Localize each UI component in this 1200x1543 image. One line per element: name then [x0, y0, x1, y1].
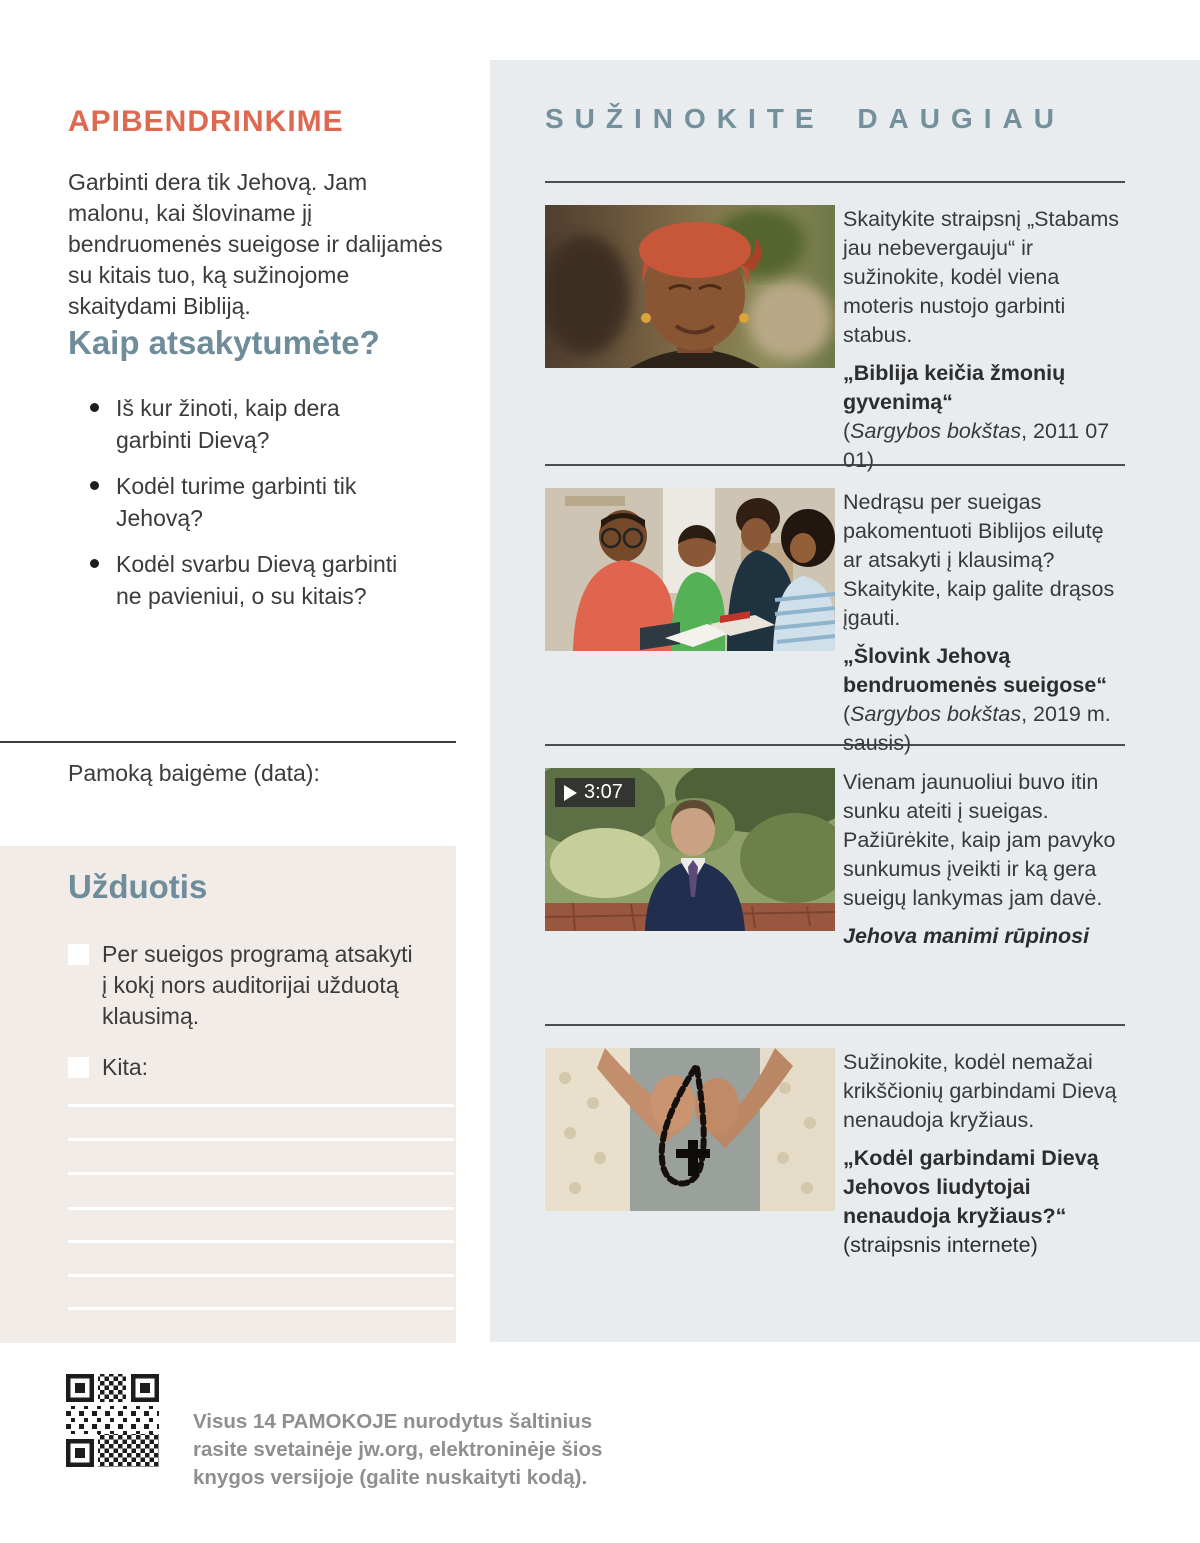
bullet-icon [90, 481, 99, 490]
assignment-option [68, 1052, 413, 1083]
section-title: „Kodėl garbindami Dievą Jehovos liudytojai nenaudoja kryžiaus?“ (straipsnis internete) [843, 1146, 1099, 1257]
learn-more-section [545, 205, 1130, 475]
question-item: Kodėl svarbu Dievą garbinti ne pavieniui, o su kitais? [90, 548, 400, 612]
write-in-line[interactable] [68, 1307, 454, 1310]
section-description: Sužinokite, kodėl nemažai krikščionių garbindami Dievą nenaudoja kryžiaus. [843, 1050, 1117, 1132]
video-duration-badge [555, 778, 635, 807]
photo-older-woman-orange-headwrap [545, 205, 835, 368]
lesson-date-label: Pamoką baigėme (data): [68, 760, 320, 786]
section-source: (Sargybos bokštas, 2019 m. sausis) [843, 702, 1111, 755]
video-thumbnail-young-man-in-suit [545, 768, 835, 931]
play-icon [564, 785, 577, 801]
photo-family-studying-together [545, 488, 835, 651]
assignment-option-label: Per sueigos programą atsakyti į kokį nors auditorijai užduotą klausimą. [102, 941, 413, 1029]
video-duration: 3:07 [584, 781, 623, 803]
learn-more-section [545, 768, 1130, 951]
divider [545, 181, 1125, 183]
photo-hands-holding-rosary-cross [545, 1048, 835, 1211]
write-in-line[interactable] [68, 1138, 454, 1141]
write-in-line[interactable] [68, 1207, 454, 1210]
learn-more-panel [490, 60, 1200, 1342]
bullet-icon [90, 403, 99, 412]
learn-more-section [545, 1048, 1130, 1260]
section-description: Nedrąsu per sueigas pakomentuoti Biblijos eilutę ar atsakyti į klausimą? Skaitykite, kaip galite drąsos įgauti. [843, 490, 1115, 630]
section-title: „Biblija keičia žmonių gyvenimą“ [843, 361, 1066, 414]
divider [545, 1024, 1125, 1026]
assignment-heading: Užduotis [68, 868, 208, 905]
checkbox[interactable] [68, 1057, 89, 1078]
section-source: (Sargybos bokštas, 2011 07 01) [843, 419, 1110, 472]
divider [0, 741, 456, 743]
section-description: Vienam jaunuoliui buvo itin sunku ateiti į sueigas. Pažiūrėkite, kaip jam pavyko sunkumus įveikti ir ką gera sueigų lankymas jam davė. [843, 770, 1116, 910]
section-title: „Šlovink Jehovą bendruomenės sueigose“ [843, 644, 1108, 697]
section-source: (straipsnis internete) [843, 1233, 1038, 1257]
summary-heading: APIBENDRINKIME [68, 105, 344, 138]
write-in-line[interactable] [68, 1172, 454, 1175]
qr-code [64, 1372, 161, 1474]
assignment-option [68, 939, 413, 1032]
learn-more-section [545, 488, 1130, 758]
footer-note: Visus 14 PAMOKOJE nurodytus šaltinius rasite svetainėje jw.org, elektroninėje šios knygos versijoje (galite nuskaityti kodą). [193, 1410, 603, 1489]
write-in-line[interactable] [68, 1104, 454, 1107]
section-description: Skaitykite straipsnį „Stabams jau nebevergauju“ ir sužinokite, kodėl viena moteris nustojo garbinti stabus. [843, 207, 1120, 347]
section-title: Jehova manimi rūpinosi [843, 924, 1090, 948]
summary-paragraph: Garbinti dera tik Jehovą. Jam malonu, kai šloviname jį bendruomenės sueigose ir dalijamės su kitais tuo, ką sužinojome skaitydami Bibliją. [68, 169, 443, 319]
checkbox[interactable] [68, 944, 89, 965]
write-in-line[interactable] [68, 1240, 454, 1243]
learn-more-heading: SUŽINOKITE DAUGIAU [545, 103, 1065, 134]
write-in-line[interactable] [68, 1274, 454, 1277]
questions-heading: Kaip atsakytumėte? [68, 324, 380, 361]
assignment-option-label: Kita: [102, 1054, 149, 1080]
question-item: Kodėl turime garbinti tik Jehovą? [90, 470, 400, 534]
bullet-icon [90, 559, 99, 568]
questions-list [90, 392, 400, 626]
question-item: Iš kur žinoti, kaip dera garbinti Dievą? [90, 392, 400, 456]
assignment-section [0, 846, 456, 1343]
